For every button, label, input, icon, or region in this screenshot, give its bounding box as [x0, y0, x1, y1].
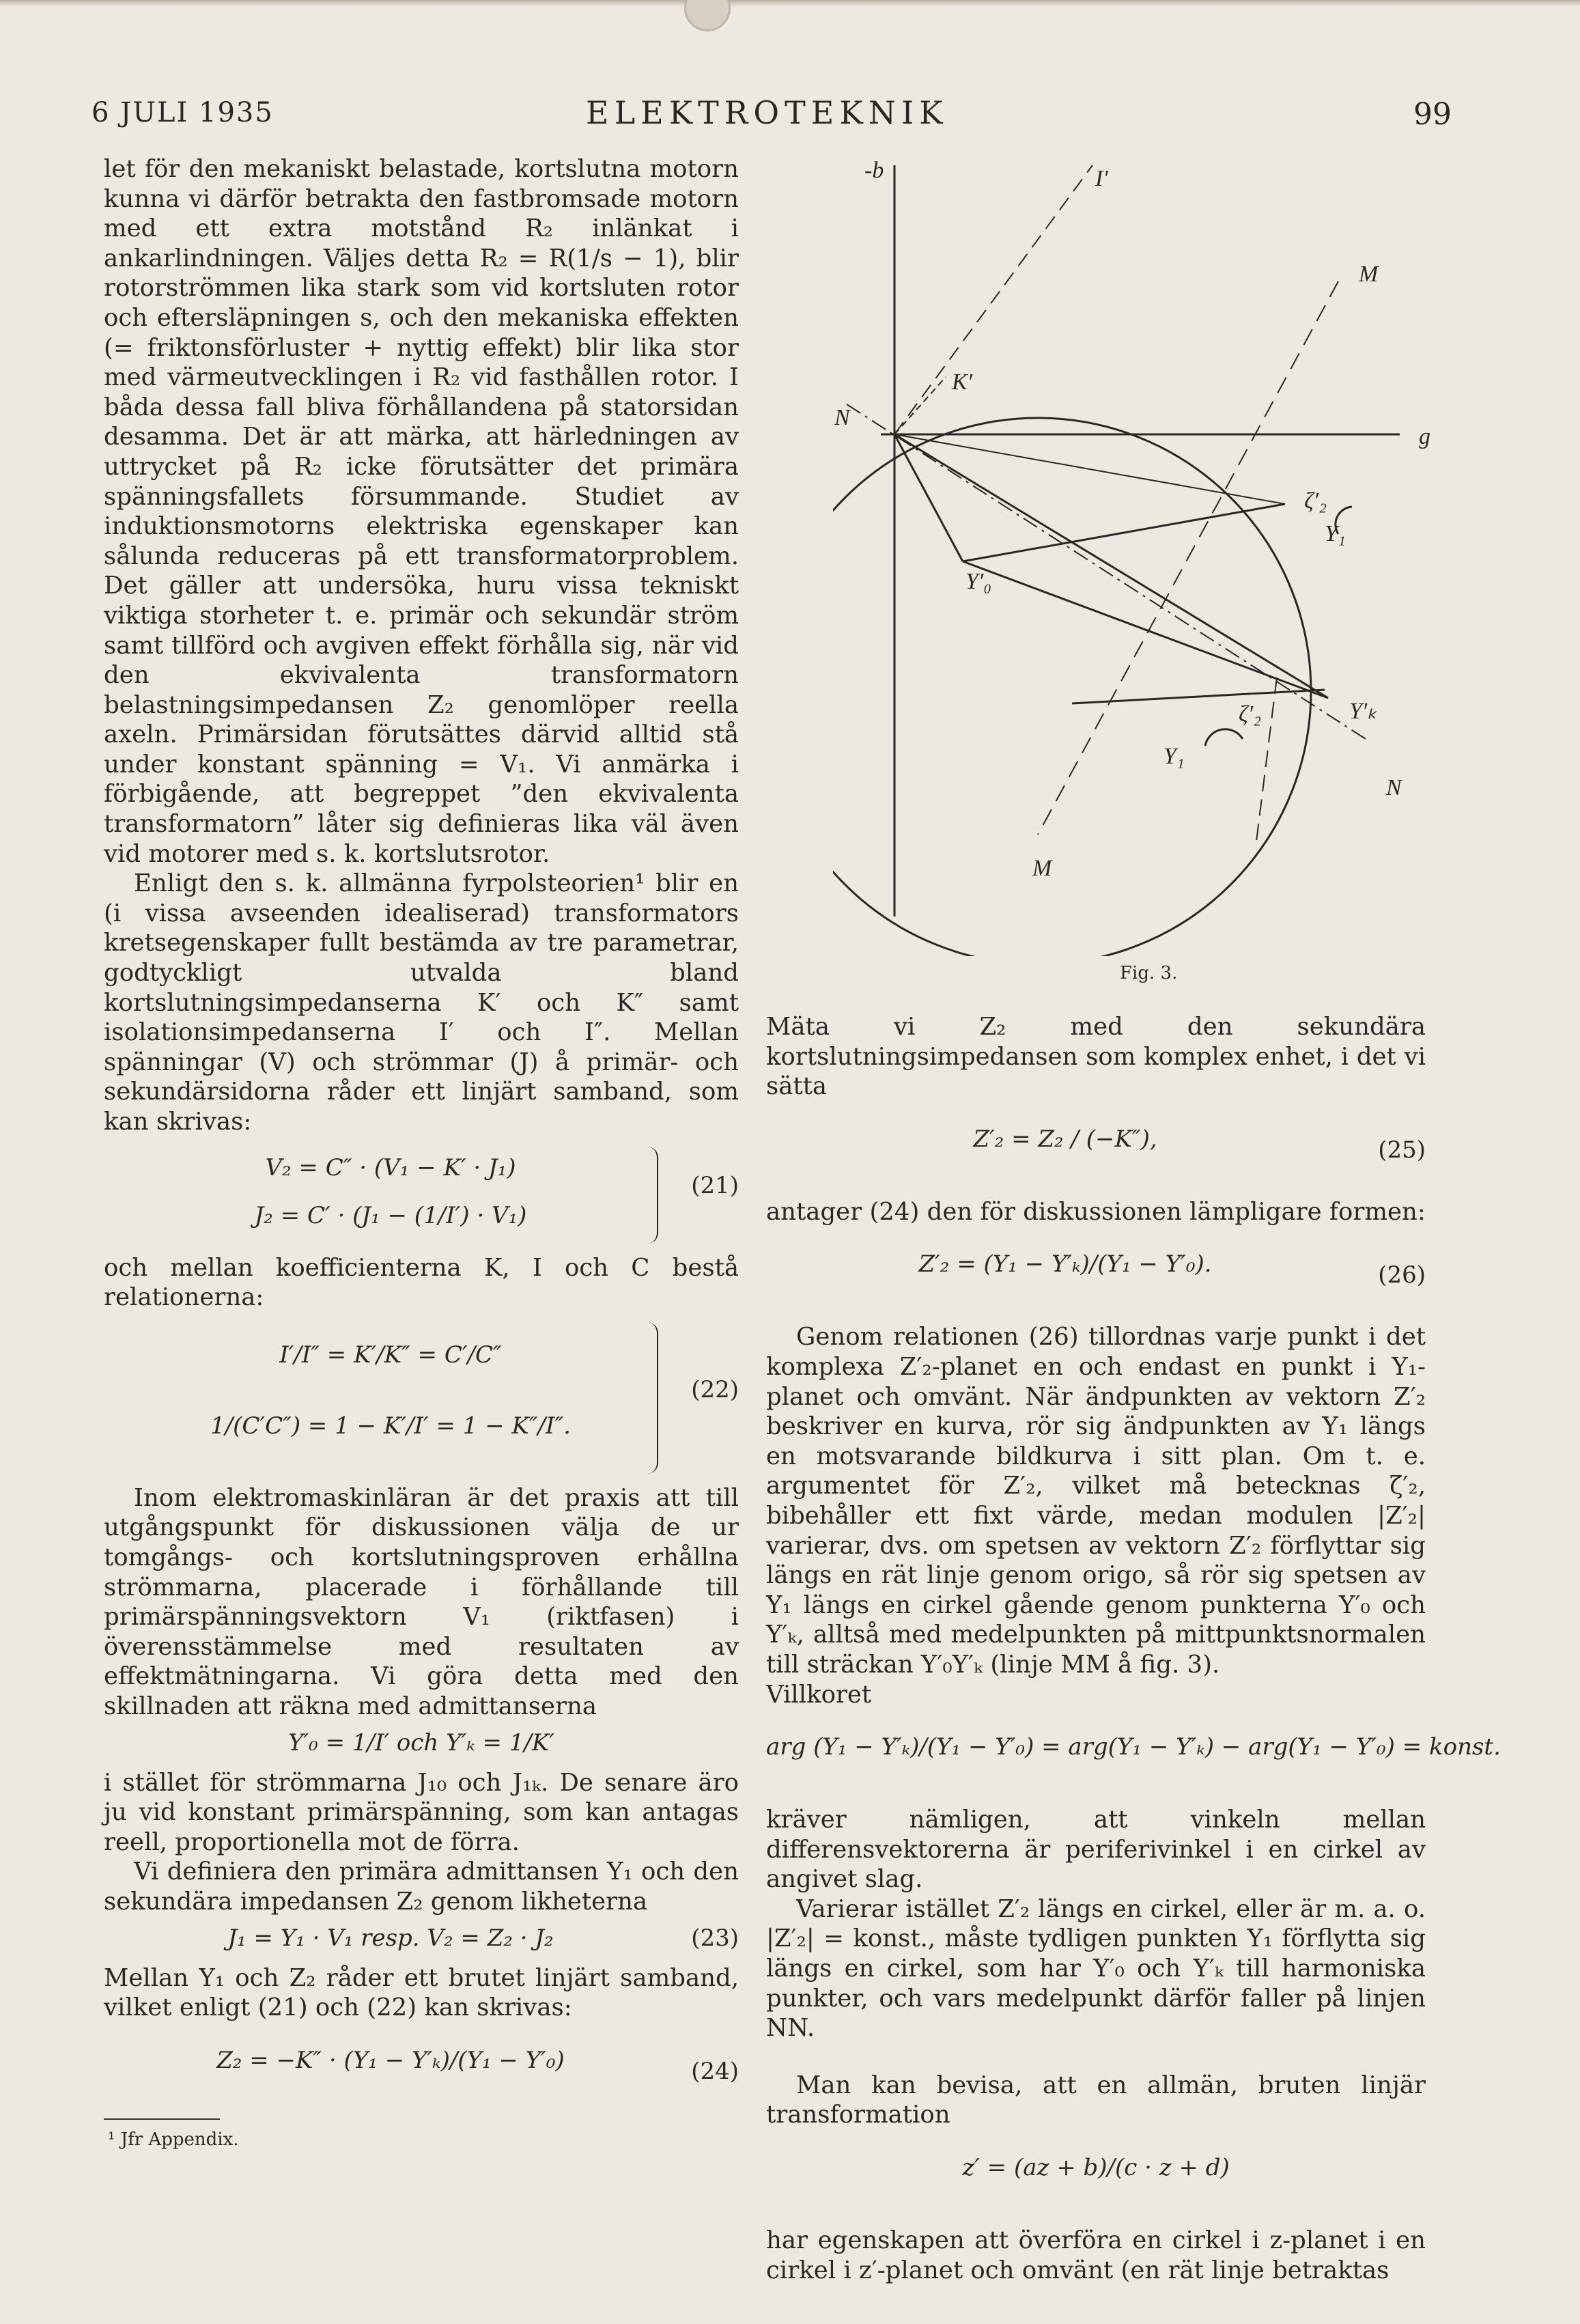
label-Yk: Y′ₖ	[1349, 699, 1377, 724]
vector-Yk	[894, 434, 1328, 698]
circle-diagram	[833, 152, 1461, 956]
label-N-right: N	[1386, 775, 1402, 800]
paragraph: Genom relationen (26) tillordnas varje punkt i det komplexa Z′₂-planet en och endast en punkt i Y₁-planet och omvänt. När ändpunkten av vektorn Z′₂ beskriver en kurva, rör sig ändpunkten av Y₁ längs en motsvarande bildkurva i sitt plan. Om t. e. argumentet för Z′₂, vilket må betecknas ζ′₂, bibehåller ett fixt värde, medan modulen |Z′₂| varierar, dvs. om spetsen av vektorn Z′₂ förflyttar sig längs en rät linje genom origo, så rör sig spetsen av Y₁ längs en cirkel gående genom punkterna Y′₀ och Y′ₖ, alltså med medelpunkten på mittpunktsnormalen till sträckan Y′₀Y′ₖ (linje MM å fig. 3).	[766, 1323, 1426, 1679]
equation-number: (23)	[691, 1924, 739, 1952]
equation-26: Z′₂ = (Y₁ − Y′ₖ)/(Y₁ − Y′₀). (26)	[766, 1233, 1426, 1315]
footnote: ¹ Jfr Appendix.	[108, 2129, 239, 2150]
paragraph: har egenskapen att överföra en cirkel i z-planet i en cirkel i z′-planet och omvänt (en rät linje betraktas	[766, 2226, 1426, 2284]
running-header-journal: ELEKTROTEKNIK	[586, 94, 948, 131]
equation-line: 1/(C′C″) = 1 − K′/I′ = 1 − K″/I″.	[210, 1412, 571, 1440]
label-I: I′	[1095, 166, 1108, 191]
equation-number: (24)	[691, 2057, 739, 2085]
page-top-edge	[0, 0, 1580, 7]
line-MM	[1038, 281, 1338, 835]
equation-arg: arg (Y₁ − Y′ₖ)/(Y₁ − Y′₀) = arg(Y₁ − Y′ₖ) − arg(Y₁ − Y′₀) = konst.	[766, 1733, 1501, 1761]
footnote-rule	[104, 2118, 220, 2120]
equation-line: V₂ = C″ · (V₁ − K′ · J₁)	[265, 1153, 516, 1181]
paragraph: kräver nämligen, att vinkeln mellan differensvektorerna är periferivinkel i en cirkel av angivet slag.	[766, 1806, 1426, 1894]
label-zeta2-top: ζ′₂	[1304, 488, 1327, 514]
paragraph: Inom elektromaskinläran är det praxis att till utgångspunkt för diskussionen välja de ur tomgångs- och kortslutningsproven erhållna strömmarna, placerade i förhållande till primärspänningsvektorn V₁ (riktfasen) i överensstämmelse med resultaten av effektmätningarna. Vi göra detta med den skillnaden att räkna med admittanserna	[104, 1483, 739, 1720]
label-Y1-top: Y₁	[1325, 521, 1346, 546]
left-column	[104, 154, 739, 2118]
label-K: K′	[952, 369, 973, 395]
page-number: 99	[1413, 97, 1452, 132]
vector-Y0	[894, 434, 963, 561]
paragraph: Vi definiera den primära admittansen Y₁ och den sekundära impedansen Z₂ genom likheterna	[104, 1858, 739, 1916]
punch-hole	[684, 0, 731, 31]
right-column	[766, 1012, 1501, 2285]
line-NN	[847, 404, 1366, 739]
paragraph: Man kan bevisa, att en allmän, bruten linjär transformation	[766, 2071, 1426, 2129]
label-zeta2-mid: ζ′₂	[1239, 701, 1262, 727]
paragraph: Villkoret	[766, 1680, 872, 1709]
paragraph: Mellan Y₁ och Z₂ råder ett brutet linjärt samband, vilket enligt (21) och (22) kan skrivas:	[104, 1963, 739, 2022]
label-Y0: Y′₀	[965, 569, 992, 594]
paragraph: och mellan koefficienterna K, I och C bestå relationerna:	[104, 1253, 739, 1312]
chord-Y0-Yk	[963, 561, 1328, 698]
equation-number: (26)	[1378, 1261, 1426, 1289]
brace	[647, 1147, 658, 1244]
equation-21	[104, 1144, 739, 1246]
equation-22	[104, 1319, 739, 1476]
equation-number: (25)	[1378, 1136, 1426, 1164]
label-M-top: M	[1359, 262, 1379, 287]
paragraph: Enligt den s. k. allmänna fyrpolsteorien¹ blir en (i vissa avseenden idealiserad) transformators kretsegenskaper fullt bestämda av tre parametrar, godtyckligt utvalda bland kortslutningsimpedanserna K′ och K″ samt isolationsimpedanserna I′ och I″. Mellan spänningar (V) och strömmar (J) å primär- och sekundärsidorna råder ett linjärt samband, som kan skrivas:	[104, 869, 739, 1136]
paragraph: Varierar istället Z′₂ längs en cirkel, eller är m. a. o. |Z′₂| = konst., måste tydligen punkten Y₁ förflytta sig längs en cirkel, som har Y′₀ och Y′ₖ till harmoniska punkter, och vars medelpunkt därför faller på linjen NN.	[766, 1894, 1426, 2043]
running-header-date: 6 JULI 1935	[91, 97, 274, 128]
line-K-prime	[894, 377, 946, 434]
label-g: g	[1419, 424, 1430, 449]
equation-number: (22)	[691, 1375, 739, 1403]
equation-admittances: Y′₀ = 1/I′ och Y′ₖ = 1/K′	[287, 1728, 555, 1756]
label-M-bottom: M	[1032, 856, 1052, 881]
equation-number: (21)	[691, 1171, 739, 1199]
figure-caption: Fig. 3.	[1120, 963, 1178, 983]
locus-circle	[833, 418, 1311, 956]
equation-line: J₂ = C′ · (J₁ − (1/I′) · V₁)	[254, 1201, 527, 1229]
equation-mobius: z′ = (az + b)/(c · z + d)	[962, 2154, 1230, 2182]
angle-arc	[1205, 729, 1243, 746]
paragraph: Mäta vi Z₂ med den sekundära kortslutningsimpedansen som komplex enhet, i det vi sätta	[766, 1013, 1426, 1101]
label-b: -b	[864, 158, 884, 183]
paragraph: i stället för strömmarna J₁₀ och J₁ₖ. De senare äro ju vid konstant primärspänning, som kan antagas reell, proportionella mot de förra.	[104, 1768, 739, 1856]
line-I-prime	[894, 165, 1092, 434]
paragraph: let för den mekaniskt belastade, kortslutna motorn kunna vi därför betrakta den fastbromsade motorn med ett extra motstånd R₂ inlänkat i ankarlindningen. Väljes detta R₂ = R(1/s − 1), blir rotorströmmen lika stark som vid kortsluten rotor och eftersläpningen s, och den mekaniska effekten (= friktonsförluster + nyttig effekt) blir lika stor med värmeutvecklingen i R₂ vid fasthållen rotor. I båda dessa fall bliva förhållandena på statorsidan desamma. Det är att märka, att härledningen av uttrycket på R₂ icke förutsätter det primära spänningsfallets försummande. Studiet av induktionsmotorns elektriska egenskaper kan sålunda reduceras på ett transformatorproblem. Det gäller att undersöka, huru vissa tekniskt viktiga storheter t. e. primär och sekundär ström samt tillförd och avgiven effekt förhålla sig, när vid den ekvivalenta transformatorn belastningsimpedansen Z₂ genomlöper reella axeln. Primärsidan förutsättes därvid alltid stå under konstant spänning = V₁. Vi anmärka i förbigående, att begreppet ”den ekvivalenta transformatorn” låter sig definieras lika väl även vid motorer med s. k. kortslutsrotor.	[104, 155, 739, 868]
equation-line: I′/I″ = K′/K″ = C′/C″	[279, 1341, 502, 1369]
equation-24: Z₂ = −K″ · (Y₁ − Y′ₖ)/(Y₁ − Y′₀) (24)	[104, 2030, 739, 2112]
label-Y1-mid: Y₁	[1163, 744, 1185, 769]
small-vector	[1072, 690, 1325, 703]
chord-Y0-Y1	[963, 504, 1285, 561]
equation-23: J₁ = Y₁ · V₁ resp. V₂ = Z₂ · J₂ (23)	[104, 1924, 739, 1957]
equation-25: Z′₂ = Z₂ / (−K″), (25)	[766, 1108, 1426, 1190]
brace	[647, 1322, 658, 1474]
label-N-left: N	[834, 405, 850, 430]
figure-3	[833, 152, 1461, 956]
paragraph: antager (24) den för diskussionen lämpligare formen:	[766, 1197, 1426, 1226]
